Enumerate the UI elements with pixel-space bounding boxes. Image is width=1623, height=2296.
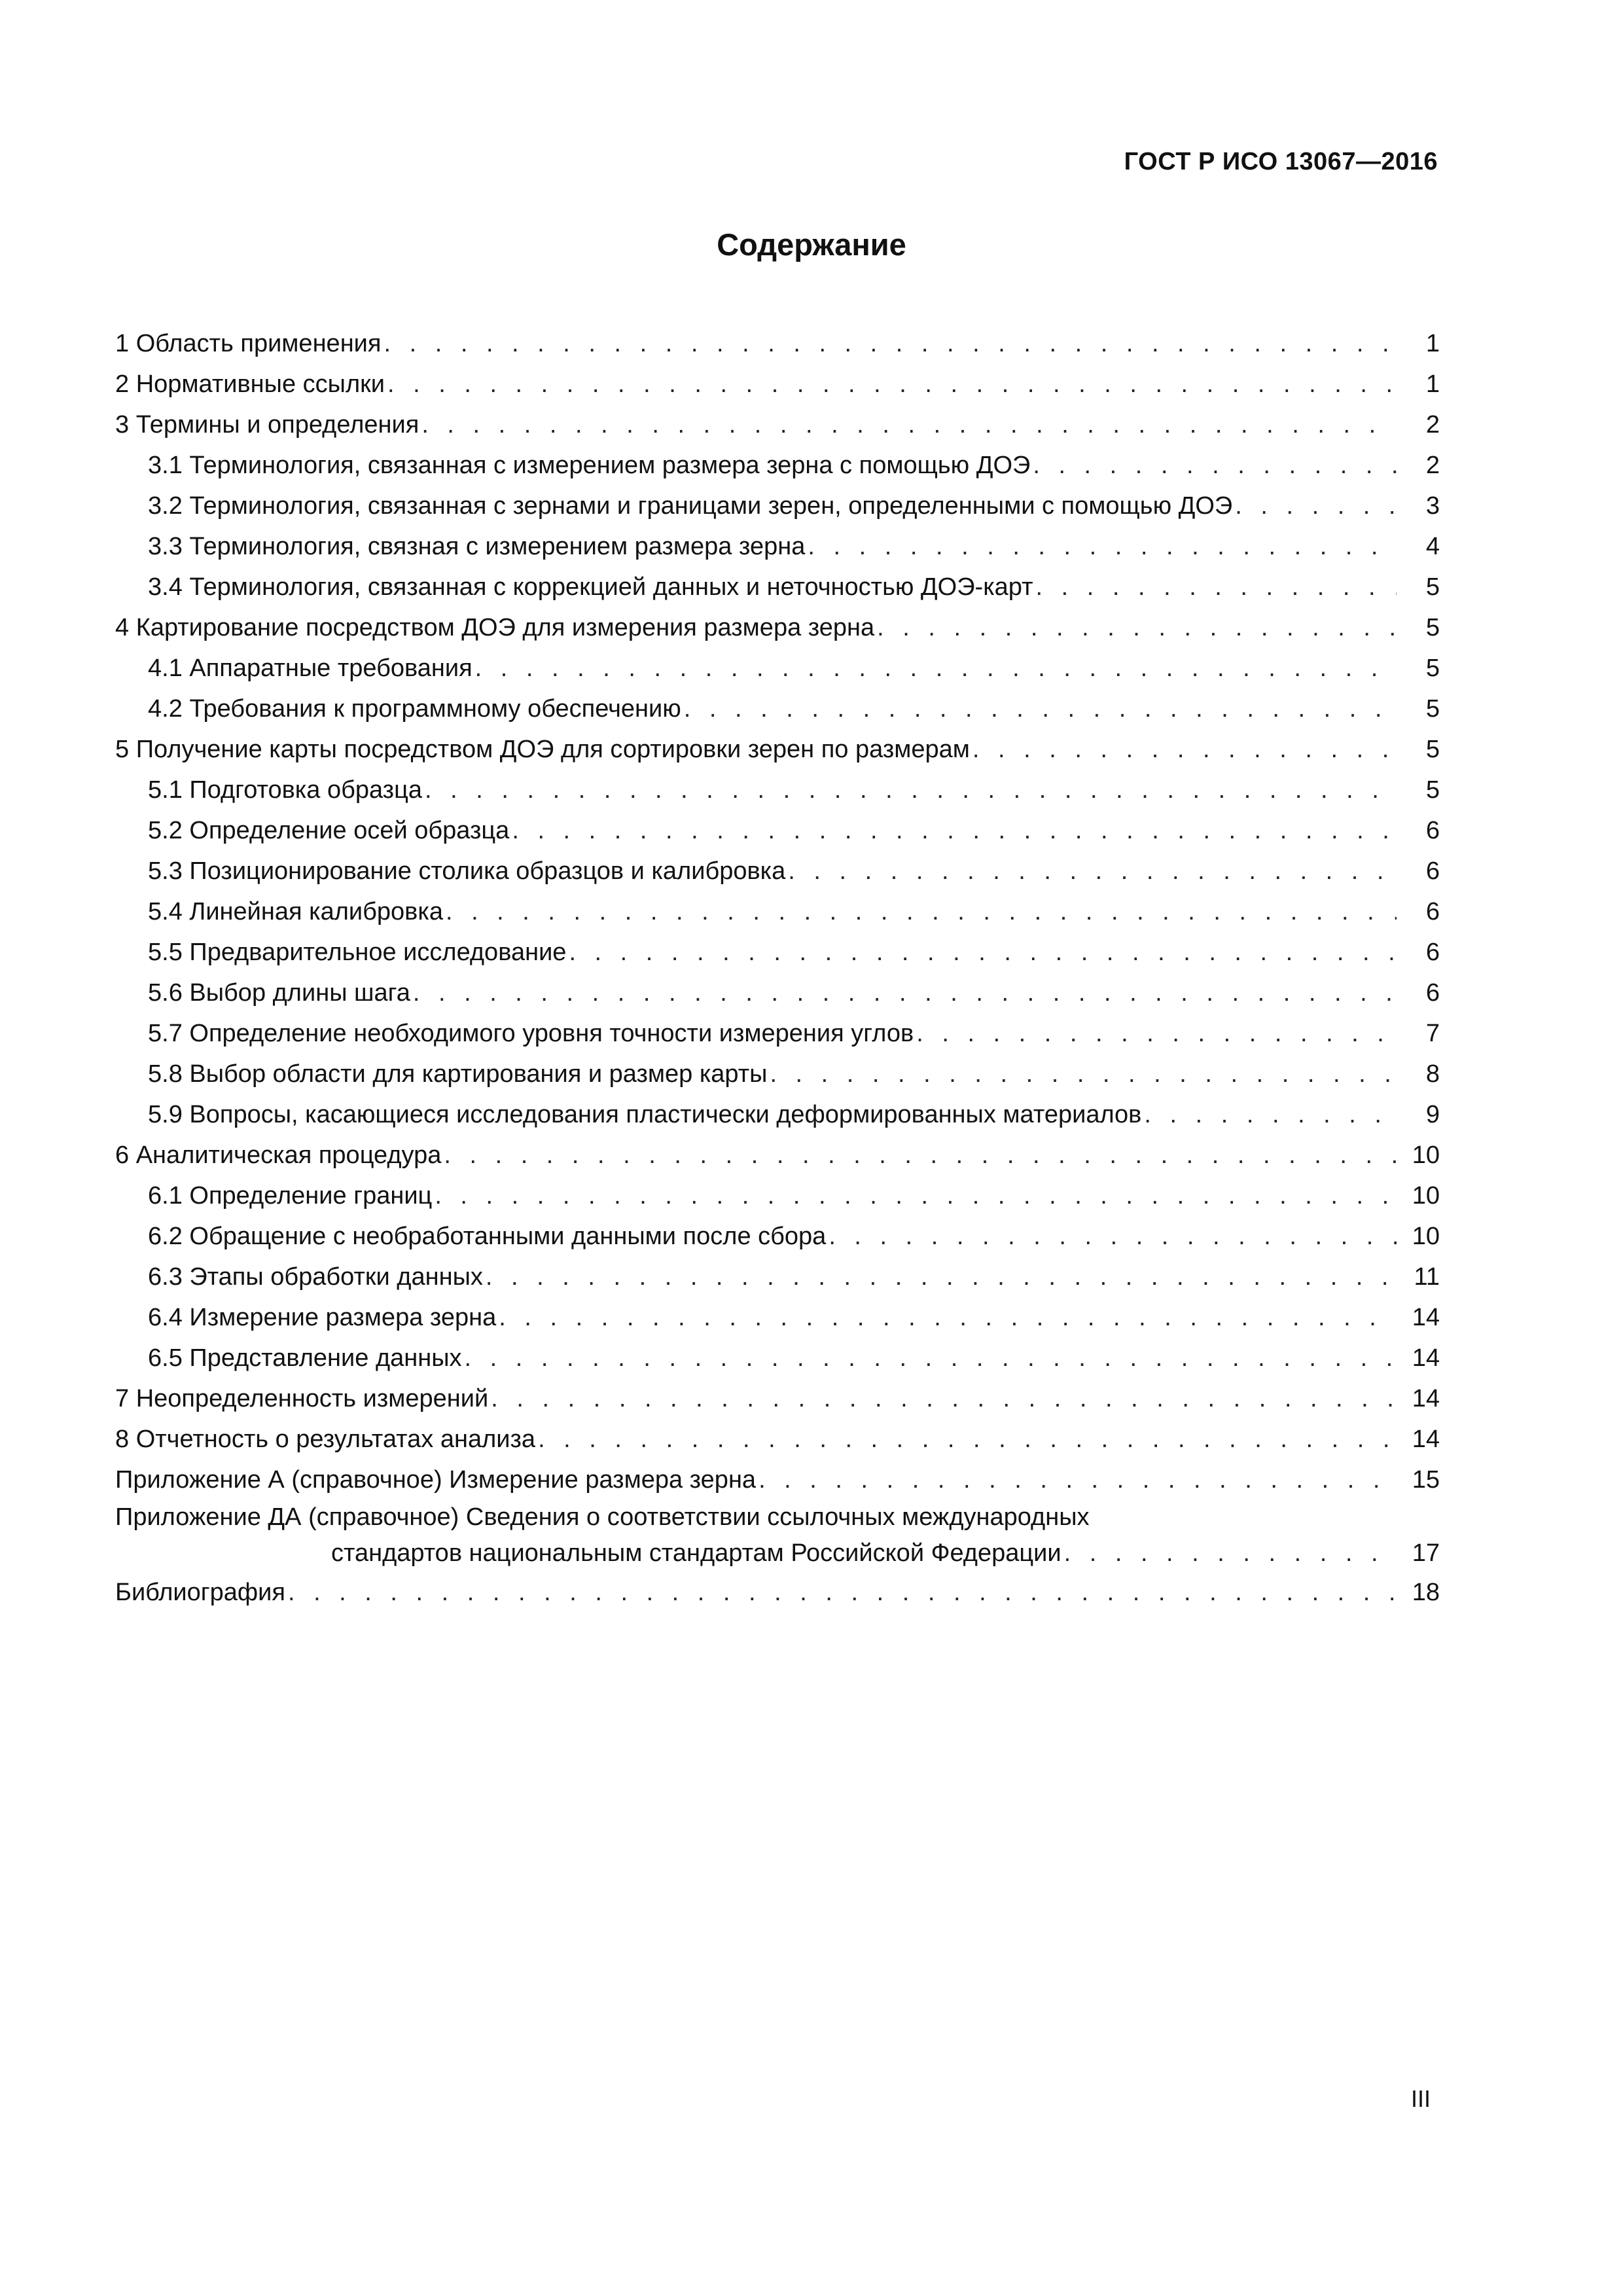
toc-item-page: 10: [1412, 1141, 1440, 1169]
toc-item-page: 2: [1425, 452, 1440, 479]
toc-item-page: 9: [1425, 1101, 1440, 1128]
toc-subitem[interactable]: [115, 1094, 1440, 1135]
toc-item-title-line2: стандартов национальным стандартам Российской Федерации: [331, 1539, 1061, 1567]
toc-item-title: 3.1 Терминология, связанная с измерением размера зерна с помощью ДОЭ: [148, 452, 1031, 479]
document-code: ГОСТ Р ИСО 13067—2016: [1124, 148, 1438, 175]
toc-subitem[interactable]: [115, 445, 1440, 486]
toc-item-title: 6.3 Этапы обработки данных: [148, 1263, 483, 1291]
toc-item-page: 14: [1412, 1385, 1440, 1412]
toc-subitem[interactable]: [115, 891, 1440, 932]
toc-item-title: 5.8 Выбор области для картирования и размер карты: [148, 1060, 768, 1088]
toc-item-title: 5.9 Вопросы, касающиеся исследования пластически деформированных материалов: [148, 1101, 1142, 1128]
toc-item-title: 4.2 Требования к программному обеспечению: [148, 695, 681, 723]
toc-dot-leader: [446, 891, 1397, 932]
toc-dot-leader: [829, 1216, 1397, 1257]
toc-item[interactable]: [115, 1572, 1440, 1613]
toc-item[interactable]: [115, 1460, 1440, 1500]
toc-dot-leader: [413, 973, 1397, 1013]
toc-dot-leader: [486, 1257, 1397, 1297]
toc-dot-leader: [465, 1338, 1397, 1378]
toc-dot-leader: [383, 323, 1397, 364]
toc-item-title: 6.2 Обращение с необработанными данными после сбора: [148, 1223, 827, 1250]
toc-item-title: 6.5 Представление данных: [148, 1344, 462, 1372]
toc-item-page: 5: [1425, 736, 1440, 763]
toc-item-title: 5.7 Определение необходимого уровня точности измерения углов: [148, 1020, 914, 1047]
toc-item-title: Приложение А (справочное) Измерение размера зерна: [115, 1466, 757, 1494]
toc-subitem[interactable]: [115, 648, 1440, 689]
toc-item-page: 8: [1425, 1060, 1440, 1088]
toc-dot-leader: [421, 404, 1397, 445]
toc-item[interactable]: [115, 1419, 1440, 1460]
toc-item-page: 11: [1414, 1263, 1440, 1291]
toc-dot-leader: [288, 1572, 1397, 1613]
toc-dot-leader: [1064, 1534, 1397, 1572]
toc-dot-leader: [972, 729, 1397, 770]
toc-item-page: 6: [1425, 817, 1440, 844]
toc-item-title: 4.1 Аппаратные требования: [148, 655, 473, 682]
toc-item-title: 3.3 Терминология, связная с измерением размера зерна: [148, 533, 806, 560]
toc-dot-leader: [1033, 445, 1397, 486]
toc-subitem[interactable]: [115, 1216, 1440, 1257]
toc-dot-leader: [387, 364, 1397, 404]
toc-item[interactable]: [115, 323, 1440, 364]
toc-item-page: 5: [1425, 655, 1440, 682]
page-number: III: [1410, 2085, 1431, 2112]
toc-subitem[interactable]: [115, 1297, 1440, 1338]
toc-subitem[interactable]: [115, 810, 1440, 851]
toc-dot-leader: [1235, 486, 1397, 526]
toc-dot-leader: [425, 770, 1397, 810]
toc-subitem[interactable]: [115, 1175, 1440, 1216]
toc-dot-leader: [569, 932, 1397, 973]
toc-subitem[interactable]: [115, 526, 1440, 567]
toc-item-page: 17: [1412, 1539, 1440, 1567]
toc-item-annex-da-continued[interactable]: [115, 1534, 1440, 1572]
toc-subitem[interactable]: [115, 1338, 1440, 1378]
toc-item-page: 5: [1425, 776, 1440, 804]
toc-dot-leader: [758, 1460, 1397, 1500]
toc-subitem[interactable]: [115, 851, 1440, 891]
toc-item-page: 3: [1425, 492, 1440, 520]
table-of-contents: [115, 323, 1440, 1613]
toc-item-title: 5.1 Подготовка образца: [148, 776, 423, 804]
toc-item[interactable]: [115, 729, 1440, 770]
toc-item-title: 8 Отчетность о результатах анализа: [115, 1426, 536, 1453]
toc-item-title: 1 Область применения: [115, 330, 382, 357]
toc-item-page: 6: [1425, 857, 1440, 885]
toc-item-annex-da[interactable]: [115, 1500, 1440, 1534]
toc-item-page: 14: [1412, 1344, 1440, 1372]
toc-item-page: 6: [1425, 979, 1440, 1007]
toc-subitem[interactable]: [115, 1013, 1440, 1054]
toc-title: Содержание: [717, 227, 906, 262]
toc-item-page: 10: [1412, 1182, 1440, 1210]
toc-item-page: 7: [1425, 1020, 1440, 1047]
toc-subitem[interactable]: [115, 932, 1440, 973]
toc-dot-leader: [1036, 567, 1397, 607]
toc-subitem[interactable]: [115, 486, 1440, 526]
toc-item-title: 6.4 Измерение размера зерна: [148, 1304, 497, 1331]
toc-dot-leader: [512, 810, 1397, 851]
toc-subitem[interactable]: [115, 689, 1440, 729]
toc-subitem[interactable]: [115, 973, 1440, 1013]
toc-item-title-line1: Приложение ДА (справочное) Сведения о соответствии ссылочных международных: [115, 1503, 1090, 1531]
toc-item-title: 5.5 Предварительное исследование: [148, 939, 567, 966]
toc-item-page: 4: [1425, 533, 1440, 560]
toc-item-page: 15: [1412, 1466, 1440, 1494]
toc-dot-leader: [877, 607, 1397, 648]
toc-item-title: 5.3 Позиционирование столика образцов и калибровка: [148, 857, 786, 885]
toc-item-title: 5.2 Определение осей образца: [148, 817, 510, 844]
toc-subitem[interactable]: [115, 1054, 1440, 1094]
toc-dot-leader: [475, 648, 1397, 689]
toc-dot-leader: [808, 526, 1397, 567]
toc-dot-leader: [491, 1378, 1397, 1419]
toc-dot-leader: [684, 689, 1397, 729]
toc-item-title: 3.2 Терминология, связанная с зернами и границами зерен, определенными с помощью ДОЭ: [148, 492, 1233, 520]
toc-item-page: 6: [1425, 898, 1440, 925]
toc-item-title: Библиография: [115, 1579, 285, 1606]
toc-item-title: 5.6 Выбор длины шага: [148, 979, 410, 1007]
toc-item-page: 5: [1425, 614, 1440, 641]
toc-item-title: 4 Картирование посредством ДОЭ для измерения размера зерна: [115, 614, 875, 641]
toc-item-page: 6: [1425, 939, 1440, 966]
toc-dot-leader: [499, 1297, 1397, 1338]
toc-dot-leader: [916, 1013, 1397, 1054]
toc-dot-leader: [1144, 1094, 1397, 1135]
toc-item-page: 14: [1412, 1426, 1440, 1453]
toc-dot-leader: [788, 851, 1397, 891]
toc-item-title: 3.4 Терминология, связанная с коррекцией данных и неточностью ДОЭ-карт: [148, 573, 1033, 601]
toc-dot-leader: [538, 1419, 1397, 1460]
toc-item-page: 14: [1412, 1304, 1440, 1331]
toc-item[interactable]: [115, 1135, 1440, 1175]
toc-item-title: 2 Нормативные ссылки: [115, 370, 385, 398]
toc-item[interactable]: [115, 1378, 1440, 1419]
toc-subitem[interactable]: [115, 1257, 1440, 1297]
toc-dot-leader: [435, 1175, 1397, 1216]
toc-item-page: 2: [1425, 411, 1440, 439]
toc-item-title: 5.4 Линейная калибровка: [148, 898, 443, 925]
toc-item[interactable]: [115, 404, 1440, 445]
toc-subitem[interactable]: [115, 770, 1440, 810]
toc-item[interactable]: [115, 364, 1440, 404]
toc-item-title: 3 Термины и определения: [115, 411, 419, 439]
toc-item-page: 1: [1425, 330, 1440, 357]
toc-item-page: 18: [1412, 1579, 1440, 1606]
toc-item-page: 10: [1412, 1223, 1440, 1250]
toc-dot-leader: [444, 1135, 1397, 1175]
toc-item-page: 5: [1425, 695, 1440, 723]
toc-item-title: 6 Аналитическая процедура: [115, 1141, 442, 1169]
toc-item-title: 5 Получение карты посредством ДОЭ для сортировки зерен по размерам: [115, 736, 970, 763]
toc-item-title: 7 Неопределенность измерений: [115, 1385, 489, 1412]
toc-item-page: 5: [1425, 573, 1440, 601]
toc-subitem[interactable]: [115, 567, 1440, 607]
toc-item[interactable]: [115, 607, 1440, 648]
toc-item-title: 6.1 Определение границ: [148, 1182, 433, 1210]
toc-item-page: 1: [1425, 370, 1440, 398]
toc-dot-leader: [770, 1054, 1397, 1094]
